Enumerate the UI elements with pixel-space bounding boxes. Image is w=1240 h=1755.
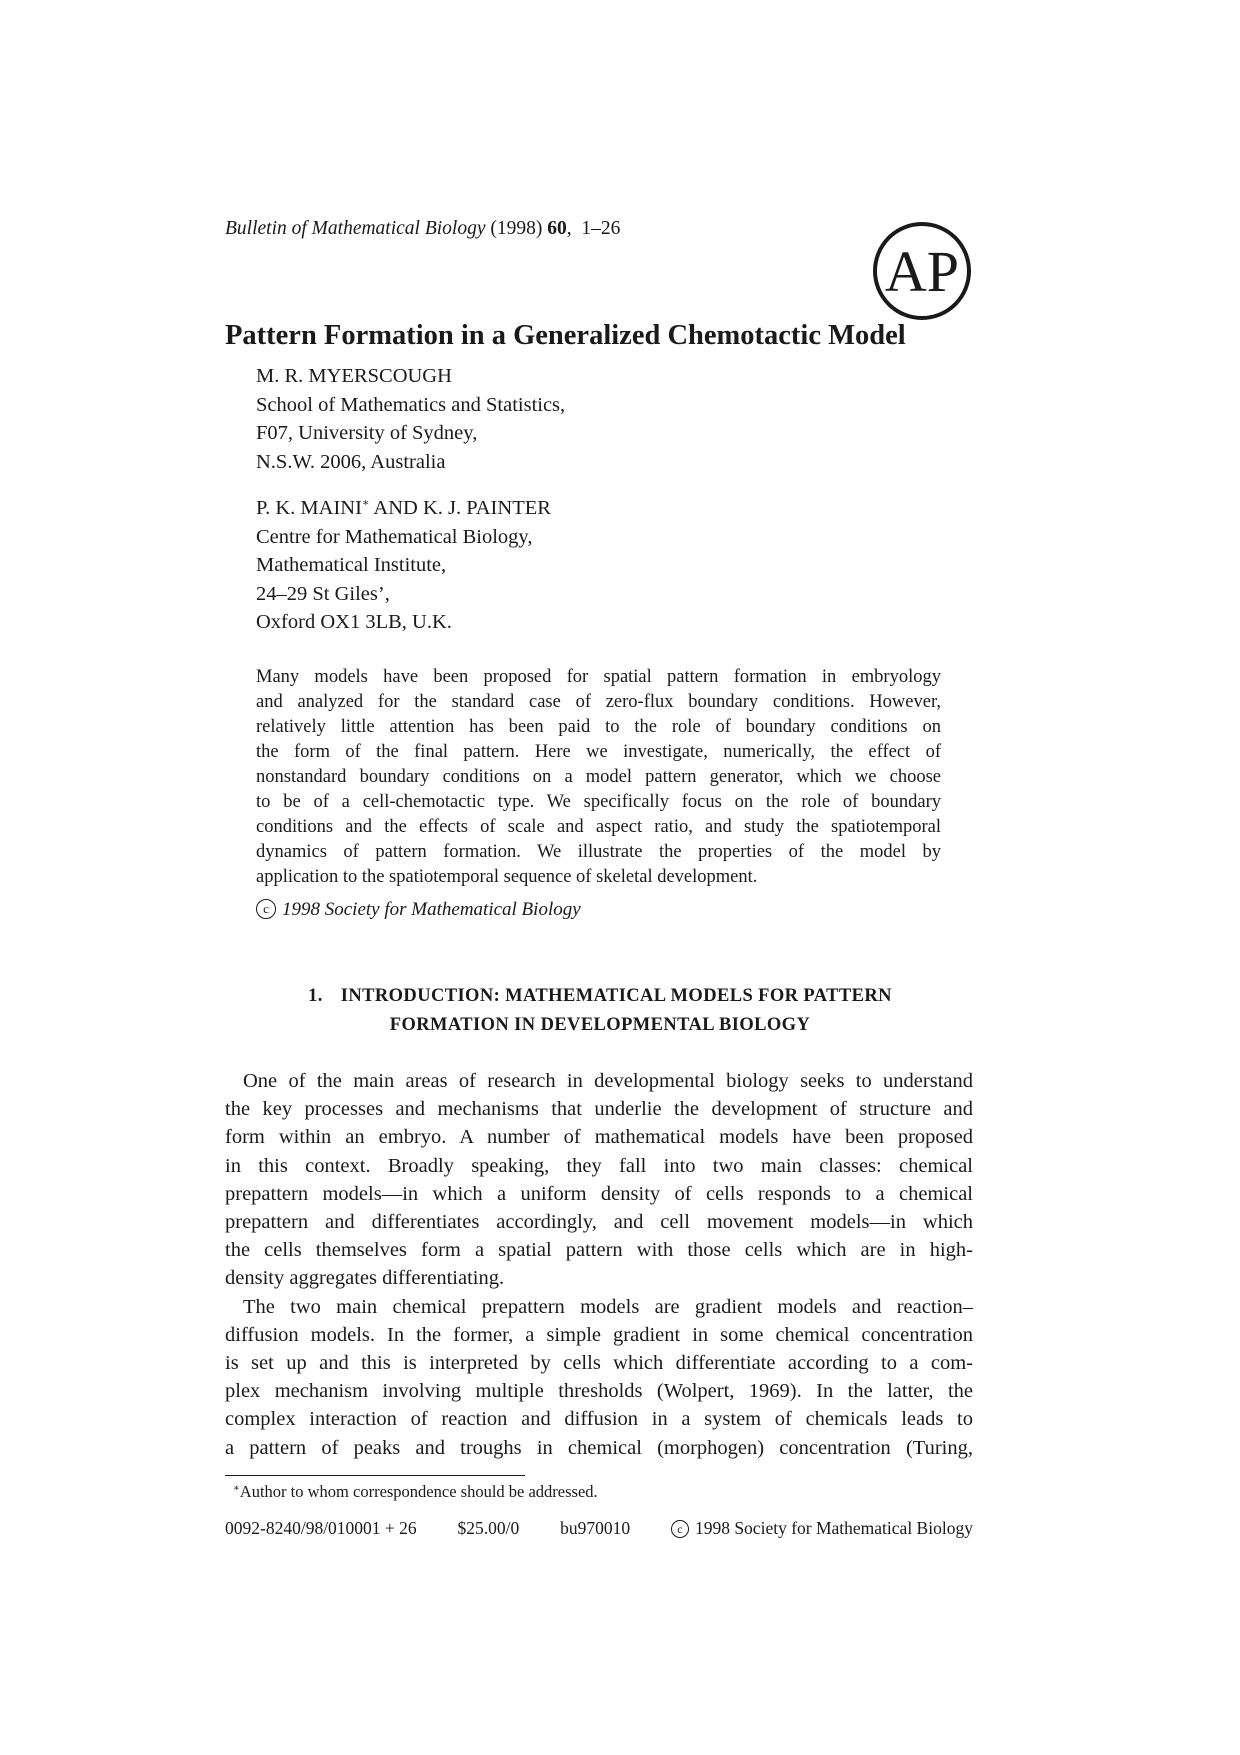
abstract-line: application to the spatiotemporal sequence of skeletal development.	[256, 867, 758, 887]
copyright-icon: c	[671, 1520, 689, 1538]
abstract-line: nonstandard boundary conditions on a model pattern generator, which we choose	[256, 767, 941, 787]
author-names: M. R. MYERSCOUGH	[256, 365, 452, 387]
section-title-line-2: FORMATION IN DEVELOPMENTAL BIOLOGY	[389, 1014, 811, 1035]
journal-name: Bulletin of Mathematical Biology	[225, 218, 486, 239]
footer-price: $25.00/0	[457, 1518, 520, 1538]
paper-title: Pattern Formation in a Generalized Chemotactic Model	[225, 320, 906, 351]
author-name-painter: AND K. J. PAINTER	[369, 497, 551, 519]
body-line: One of the main areas of research in developmental biology seeks to understand	[243, 1070, 973, 1092]
footnote-divider	[225, 1475, 525, 1476]
correspondence-star: ∗	[361, 497, 370, 509]
affiliation-line: F07, University of Sydney,	[256, 422, 478, 444]
affiliation-line: School of Mathematics and Statistics,	[256, 393, 566, 416]
affiliation-line: Centre for Mathematical Biology,	[256, 525, 533, 548]
journal-volume: 60	[547, 218, 567, 239]
footer-copyright	[671, 1518, 973, 1539]
body-line: The two main chemical prepattern models are gradient models and reaction–	[243, 1295, 973, 1318]
body-line: is set up and this is interpreted by cells which differentiate according to a com-	[225, 1352, 973, 1375]
journal-pages: 1–26	[581, 218, 621, 239]
body-line: a pattern of peaks and troughs in chemical (morphogen) concentration (Turing,	[225, 1436, 973, 1459]
body-line: plex mechanism involving multiple thresholds (Wolpert, 1969). In the latter, the	[225, 1380, 973, 1403]
author-names	[256, 489, 551, 523]
author-block-2	[256, 489, 551, 637]
affiliation-line: Mathematical Institute,	[256, 554, 447, 576]
journal-citation: Bulletin of Mathematical Biology (1998) 60, 1–26	[225, 218, 621, 239]
footnote-text: Author to whom correspondence should be addressed.	[239, 1482, 598, 1501]
affiliation-line: Oxford OX1 3LB, U.K.	[256, 611, 452, 633]
footnote	[233, 1482, 598, 1502]
abstract-line: Many models have been proposed for spatial pattern formation in embryology	[256, 667, 941, 687]
author-block-1	[256, 362, 565, 476]
affiliation-line: N.S.W. 2006, Australia	[256, 450, 446, 473]
section-heading	[225, 982, 975, 1039]
journal-year: (1998)	[490, 218, 543, 239]
body-line: complex interaction of reaction and diffusion in a system of chemicals leads to	[225, 1408, 973, 1431]
section-number: 1.	[308, 986, 323, 1006]
page-footer	[225, 1518, 973, 1539]
body-line: prepattern and differentiates accordingly, and cell movement models—in which	[225, 1211, 973, 1234]
affiliation-line: 24–29 St Giles’,	[256, 582, 390, 605]
publisher-logo	[872, 221, 972, 321]
abstract-line: relatively little attention has been paid to the role of boundary conditions on	[256, 717, 941, 737]
section-title-line-1: INTRODUCTION: MATHEMATICAL MODELS FOR PATTERN	[340, 986, 892, 1006]
logo-text: AP	[884, 239, 960, 304]
copyright-text: 1998 Society for Mathematical Biology	[282, 899, 581, 920]
body-line: form within an embryo. A number of mathematical models have been proposed	[225, 1126, 973, 1149]
body-line: diffusion models. In the former, a simple gradient in some chemical concentration	[225, 1323, 973, 1346]
abstract	[256, 665, 941, 890]
body-line: the cells themselves form a spatial pattern with those cells which are in high-	[225, 1239, 973, 1262]
abstract-line: dynamics of pattern formation. We illustrate the properties of the model by	[256, 842, 941, 862]
footnote-star: ∗	[233, 1483, 240, 1494]
abstract-line: conditions and the effects of scale and aspect ratio, and study the spatiotemporal	[256, 817, 941, 837]
footer-issn: 0092-8240/98/010001 + 26	[225, 1518, 417, 1538]
body-line: density aggregates differentiating.	[225, 1267, 505, 1290]
body-line: in this context. Broadly speaking, they fall into two main classes: chemical	[225, 1154, 973, 1177]
abstract-line: the form of the final pattern. Here we investigate, numerically, the effect of	[256, 742, 941, 762]
abstract-copyright	[256, 899, 581, 921]
footer-code: bu970010	[560, 1518, 631, 1538]
abstract-line: and analyzed for the standard case of zero-flux boundary conditions. However,	[256, 692, 941, 712]
body-text	[225, 1067, 973, 1462]
footer-copyright-text: 1998 Society for Mathematical Biology	[694, 1518, 973, 1538]
copyright-icon: c	[256, 899, 276, 919]
author-name-maini: P. K. MAINI	[256, 497, 362, 519]
body-line: prepattern models—in which a uniform density of cells responds to a chemical	[225, 1182, 973, 1205]
abstract-line: to be of a cell-chemotactic type. We specifically focus on the role of boundary	[256, 792, 941, 812]
body-line: the key processes and mechanisms that underlie the development of structure and	[225, 1098, 973, 1121]
